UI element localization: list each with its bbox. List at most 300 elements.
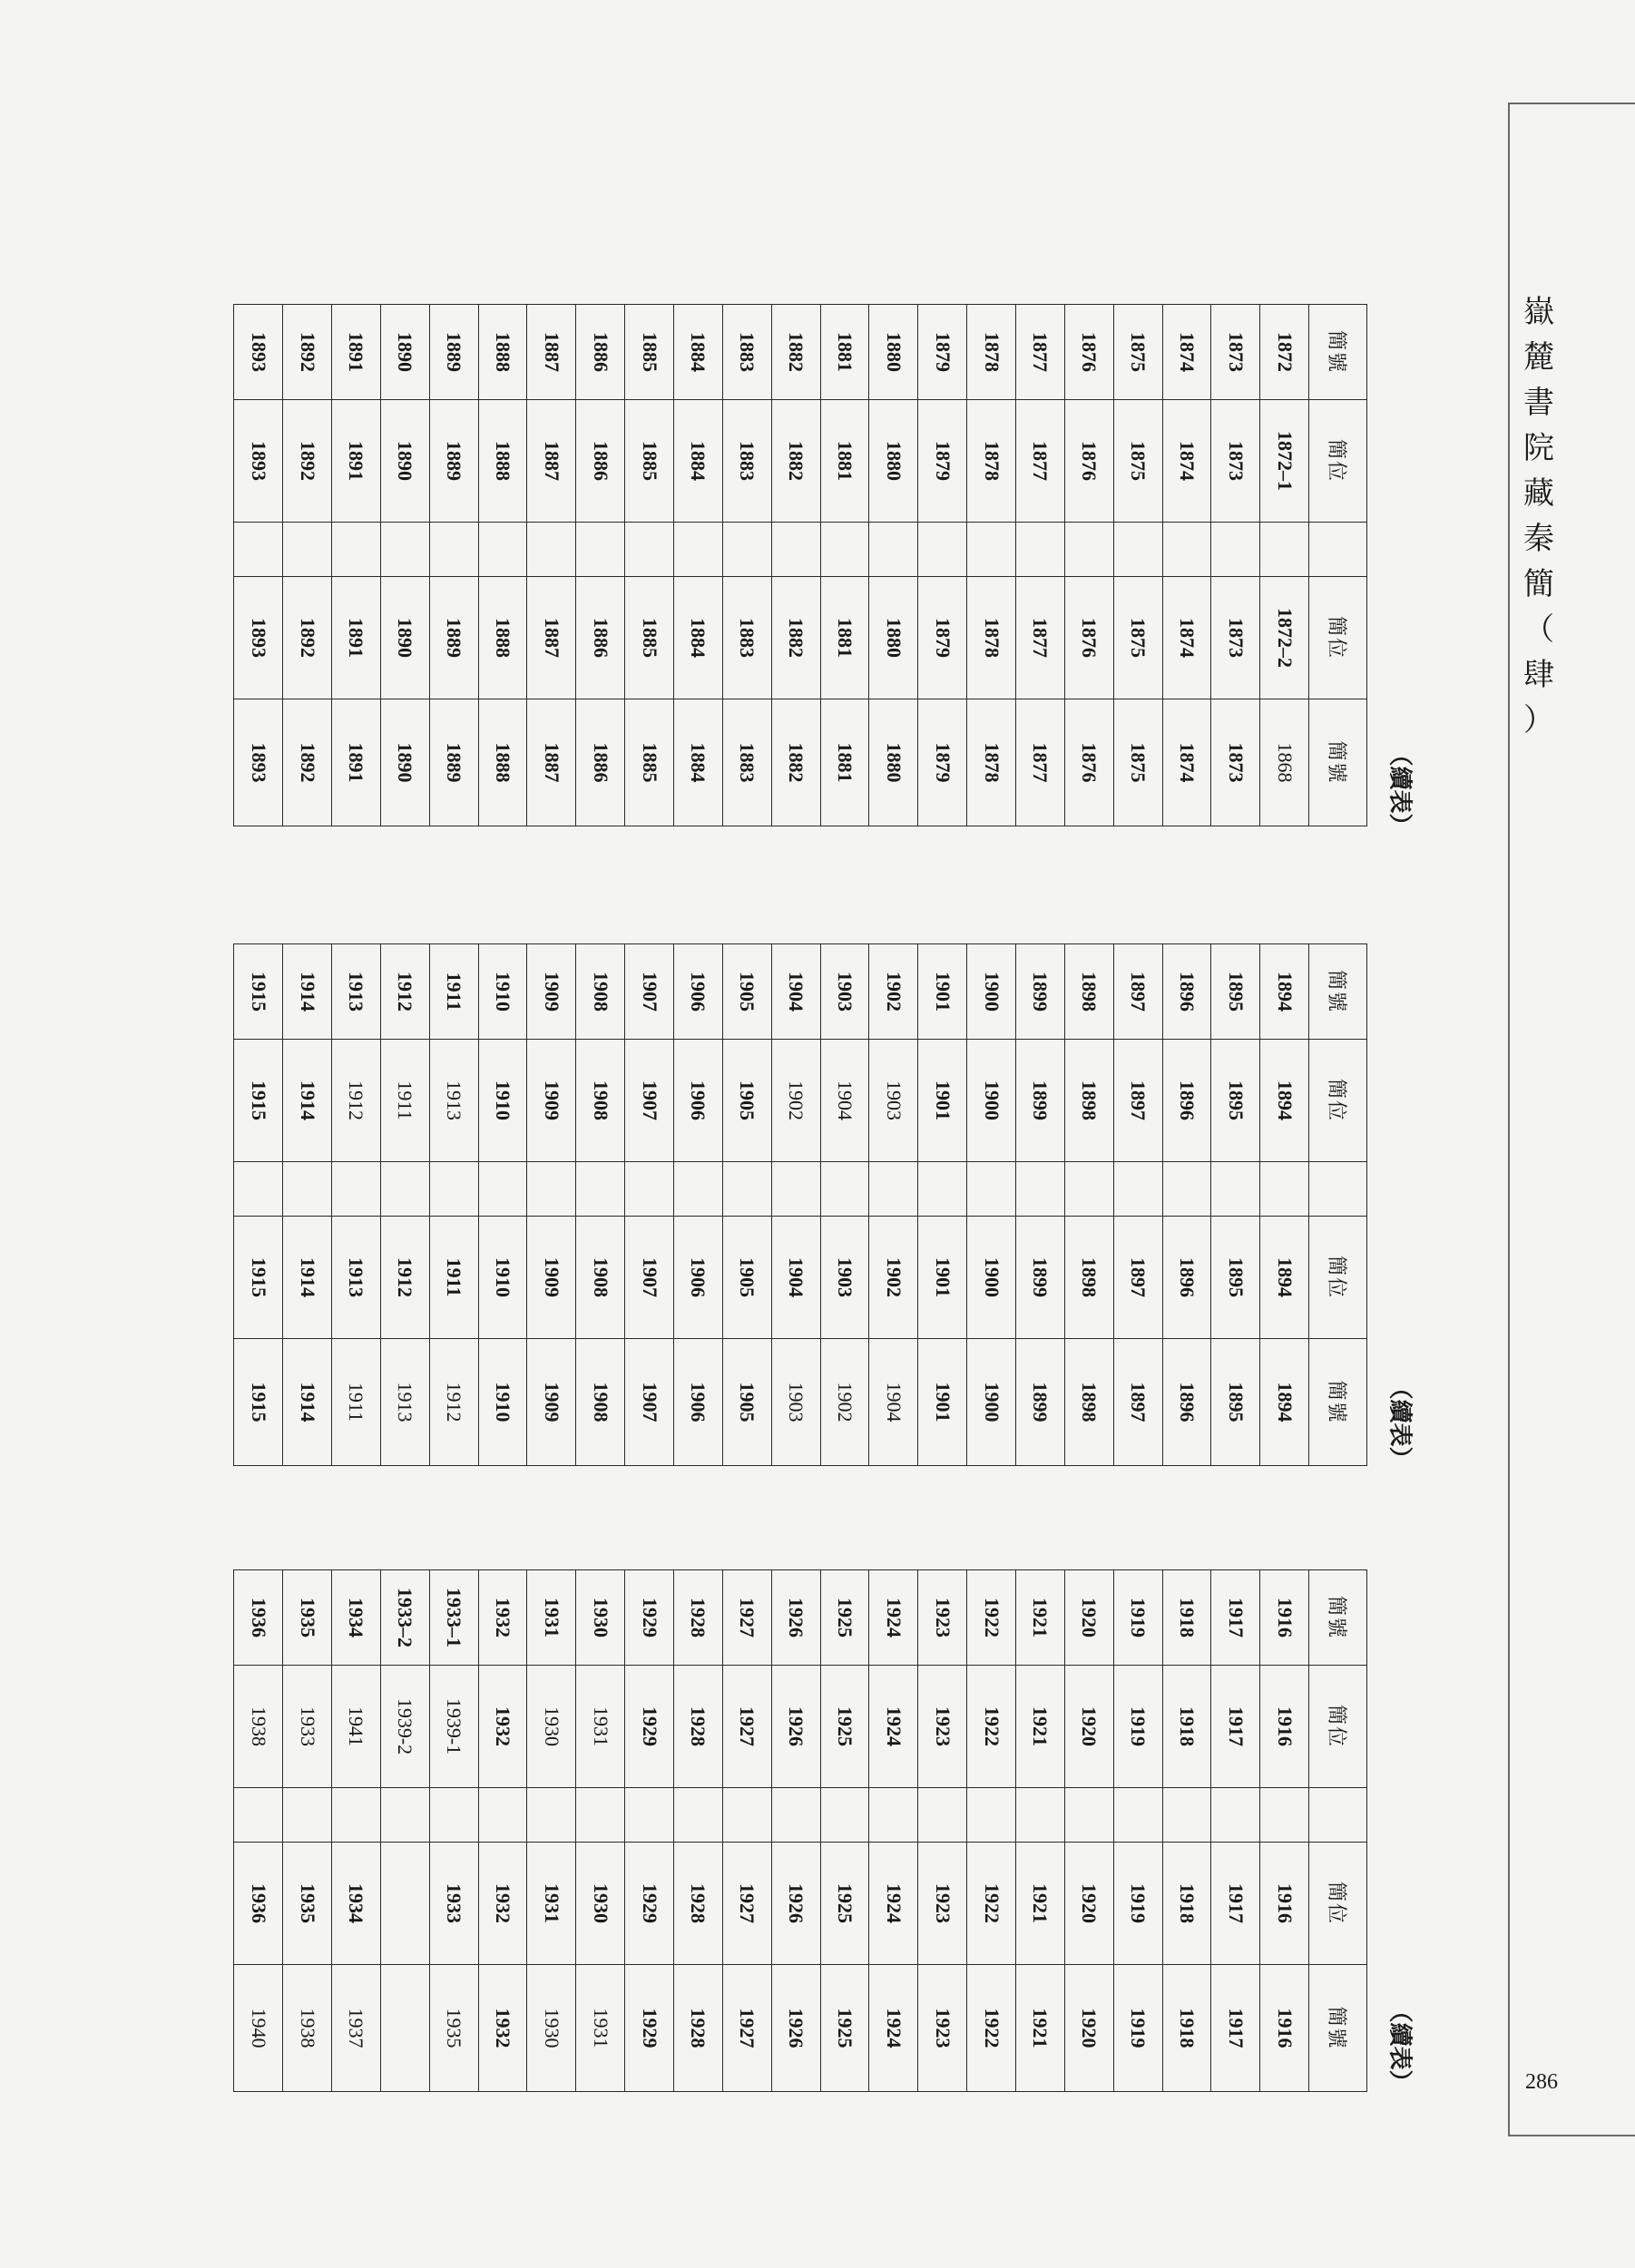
slip-position-cell: 1883 [722,577,771,699]
slip-number-cell: 1922 [967,1570,1016,1666]
slip-number-cell: 1903 [820,944,869,1040]
table-row [429,305,478,826]
slip-number-cell: 1901 [918,944,967,1040]
slip-position-cell: 1882 [771,577,820,699]
margin-frame-bottom [1508,2135,1635,2136]
table-row [1016,305,1065,826]
slip-position-cell: 1892 [283,577,332,699]
continuation-label: （續表） [1386,1374,1414,1471]
gap-cell [918,1788,967,1843]
slip-number-cell: 1902 [820,1339,869,1466]
slip-number-cell: 1918 [1162,1570,1211,1666]
gap-cell [625,1788,674,1843]
slip-table [233,943,1367,1466]
table-row [234,1570,283,2092]
slip-number-cell: 1879 [918,699,967,826]
slip-position-cell: 1917 [1211,1666,1260,1788]
gap-cell [429,1162,478,1217]
slip-position-cell: 1911 [380,1040,429,1162]
margin-frame-left [1508,103,1510,2136]
slip-position-cell: 1899 [1016,1217,1065,1339]
slip-position-cell: 1933 [429,1843,478,1965]
slip-position-cell: 1926 [771,1666,820,1788]
slip-position-cell: 1933 [283,1666,332,1788]
gap-cell [820,523,869,577]
slip-number-cell: 1888 [478,305,527,400]
gap-cell [1162,1162,1211,1217]
running-title-char: 嶽 [1523,296,1556,329]
table-row [331,944,380,1466]
table-row [1162,944,1211,1466]
slip-position-cell: 1903 [869,1040,918,1162]
slip-position-cell: 1921 [1016,1843,1065,1965]
slip-position-cell: 1884 [673,577,722,699]
slip-number-cell: 1884 [673,305,722,400]
slip-number-cell: 1886 [576,305,625,400]
gap-cell [820,1788,869,1843]
table-row [625,944,674,1466]
slip-position-cell: 1881 [820,577,869,699]
slip-number-cell: 1907 [625,1339,674,1466]
slip-position-cell: 1932 [478,1843,527,1965]
gap-cell [331,1788,380,1843]
slip-position-cell: 1877 [1016,400,1065,523]
table-row [380,944,429,1466]
gap-cell [1260,1788,1309,1843]
slip-number-cell: 1914 [283,944,332,1040]
slip-position-cell: 1941 [331,1666,380,1788]
slip-number-cell: 1912 [429,1339,478,1466]
slip-position-cell: 1917 [1211,1843,1260,1965]
slip-position-cell: 1874 [1162,577,1211,699]
slip-position-cell: 1887 [527,400,576,523]
slip-number-cell: 1911 [331,1339,380,1466]
slip-number-cell: 1922 [967,1965,1016,2092]
gap-cell [1064,1162,1113,1217]
slip-number-cell: 1882 [771,305,820,400]
slip-position-cell: 1920 [1064,1666,1113,1788]
slip-position-cell: 1887 [527,577,576,699]
slip-position-cell: 1936 [234,1843,283,1965]
gap-cell [429,1788,478,1843]
slip-position-cell: 1901 [918,1217,967,1339]
gap-cell [1260,1162,1309,1217]
gap-cell [1113,1788,1162,1843]
table-row [1211,944,1260,1466]
slip-position-cell: 1913 [331,1217,380,1339]
table-row [429,1570,478,2092]
slip-position-cell: 1897 [1113,1040,1162,1162]
gap-cell [1162,523,1211,577]
running-title-char: 肆 [1523,659,1556,692]
table-row [918,1570,967,2092]
slip-number-cell: 1928 [673,1965,722,2092]
column-header: 簡號 [1309,1965,1367,2092]
slip-position-cell: 1914 [283,1217,332,1339]
slip-position-cell: 1882 [771,400,820,523]
slip-position-cell: 1903 [820,1217,869,1339]
table-row [1016,1570,1065,2092]
slip-number-cell: 1898 [1064,944,1113,1040]
slip-position-cell: 1924 [869,1843,918,1965]
slip-number-cell: 1931 [576,1965,625,2092]
slip-number-cell: 1916 [1260,1570,1309,1666]
column-header: 簡位 [1309,1040,1367,1162]
gap-cell [625,523,674,577]
slip-number-cell: 1926 [771,1965,820,2092]
slip-number-cell: 1899 [1016,944,1065,1040]
gap-cell [527,523,576,577]
slip-number-cell: 1877 [1016,699,1065,826]
running-title-char: （ [1523,613,1556,647]
column-header: 簡號 [1309,1570,1367,1666]
slip-position-cell: 1880 [869,577,918,699]
slip-position-cell: 1878 [967,400,1016,523]
slip-position-cell: 1908 [576,1040,625,1162]
slip-number-cell: 1883 [722,699,771,826]
slip-number-cell: 1927 [722,1570,771,1666]
table-row [478,1570,527,2092]
gap-cell [429,523,478,577]
table-row [1064,305,1113,826]
table-row [820,305,869,826]
slip-number-cell: 1896 [1162,1339,1211,1466]
slip-position-cell: 1918 [1162,1666,1211,1788]
slip-position-cell: 1915 [234,1217,283,1339]
slip-position-cell: 1874 [1162,400,1211,523]
slip-position-cell: 1891 [331,577,380,699]
slip-number-cell: 1891 [331,305,380,400]
slip-position-cell: 1934 [331,1843,380,1965]
slip-number-cell: 1940 [234,1965,283,2092]
slip-number-cell: 1895 [1211,1339,1260,1466]
slip-position-cell: 1932 [478,1666,527,1788]
gap-cell [722,1788,771,1843]
gap-cell [576,1162,625,1217]
column-header: 簡號 [1309,699,1367,826]
slip-number-cell: 1925 [820,1965,869,2092]
slip-number-cell: 1881 [820,305,869,400]
gap-cell [722,523,771,577]
table-row [478,305,527,826]
slip-number-cell: 1930 [527,1965,576,2092]
slip-number-cell: 1921 [1016,1570,1065,1666]
slip-number-cell: 1889 [429,699,478,826]
column-header: 簡號 [1309,944,1367,1040]
slip-number-cell: 1901 [918,1339,967,1466]
slip-number-cell: 1904 [869,1339,918,1466]
table-row [331,305,380,826]
slip-position-cell [380,1843,429,1965]
table-row [625,305,674,826]
slip-position-cell: 1909 [527,1040,576,1162]
slip-position-cell: 1894 [1260,1217,1309,1339]
table-row [478,944,527,1466]
table-row [1113,1570,1162,2092]
running-title-char: 書 [1523,386,1556,420]
gap-cell [673,523,722,577]
table-row [869,1570,918,2092]
slip-position-cell: 1891 [331,400,380,523]
slip-position-cell: 1928 [673,1843,722,1965]
slip-number-cell: 1909 [527,1339,576,1466]
gap-cell [478,523,527,577]
slip-number-cell: 1891 [331,699,380,826]
table-row [1260,305,1309,826]
slip-number-cell: 1872 [1260,305,1309,400]
slip-number-cell: 1923 [918,1965,967,2092]
gap-cell [967,523,1016,577]
slip-number-cell: 1881 [820,699,869,826]
slip-number-cell: 1919 [1113,1965,1162,2092]
slip-position-cell: 1896 [1162,1217,1211,1339]
slip-position-cell: 1910 [478,1040,527,1162]
slip-number-cell: 1909 [527,944,576,1040]
table-row [527,944,576,1466]
gap-cell [331,1162,380,1217]
slip-position-cell: 1939-2 [380,1666,429,1788]
slip-position-cell: 1921 [1016,1666,1065,1788]
slip-number-cell: 1876 [1064,699,1113,826]
table-row [1016,944,1065,1466]
slip-position-cell: 1912 [331,1040,380,1162]
slip-position-cell: 1893 [234,400,283,523]
column-header: 簡位 [1309,1666,1367,1788]
table-row [722,944,771,1466]
slip-position-cell: 1918 [1162,1843,1211,1965]
table-row [1064,1570,1113,2092]
table-row [283,1570,332,2092]
data-table [233,304,1367,826]
slip-position-cell: 1890 [380,577,429,699]
slip-position-cell: 1879 [918,400,967,523]
slip-position-cell: 1900 [967,1217,1016,1339]
table-row [1211,305,1260,826]
slip-position-cell: 1872–2 [1260,577,1309,699]
slip-number-cell: 1884 [673,699,722,826]
gap-cell [283,1162,332,1217]
slip-position-cell: 1916 [1260,1666,1309,1788]
running-title-char: 藏 [1523,477,1556,511]
slip-table [233,1569,1367,2092]
gap-cell [722,1162,771,1217]
slip-number-cell: 1894 [1260,944,1309,1040]
slip-number-cell: 1923 [918,1570,967,1666]
gap-cell [1211,1162,1260,1217]
gap-cell [1016,1162,1065,1217]
gap-cell [1309,523,1367,577]
running-title-char: 秦 [1523,523,1556,556]
slip-number-cell: 1893 [234,305,283,400]
running-title [1513,290,1566,744]
slip-position-cell: 1893 [234,577,283,699]
slip-position-cell: 1878 [967,577,1016,699]
slip-number-cell: 1921 [1016,1965,1065,2092]
slip-position-cell: 1889 [429,577,478,699]
gap-cell [380,1162,429,1217]
column-header: 簡位 [1309,577,1367,699]
slip-number-cell: 1932 [478,1570,527,1666]
gap-cell [1260,523,1309,577]
slip-number-cell: 1893 [234,699,283,826]
slip-number-cell: 1889 [429,305,478,400]
slip-number-cell: 1877 [1016,305,1065,400]
column-header: 簡號 [1309,1339,1367,1466]
slip-number-cell: 1878 [967,699,1016,826]
slip-position-cell: 1904 [820,1040,869,1162]
table-header-row [1309,1570,1367,2092]
running-title-char: ） [1523,704,1556,738]
slip-number-cell: 1900 [967,1339,1016,1466]
slip-position-cell: 1910 [478,1217,527,1339]
slip-number-cell: 1905 [722,944,771,1040]
slip-position-cell: 1902 [869,1217,918,1339]
slip-number-cell: 1900 [967,944,1016,1040]
gap-cell [967,1788,1016,1843]
table-row [576,305,625,826]
slip-position-cell: 1925 [820,1843,869,1965]
slip-number-cell: 1932 [478,1965,527,2092]
slip-number-cell: 1910 [478,944,527,1040]
slip-number-cell: 1890 [380,305,429,400]
slip-number-cell: 1896 [1162,944,1211,1040]
slip-number-cell: 1937 [331,1965,380,2092]
gap-cell [869,523,918,577]
gap-cell [478,1788,527,1843]
gap-cell [380,523,429,577]
slip-position-cell: 1923 [918,1843,967,1965]
gap-cell [1162,1788,1211,1843]
slip-number-cell: 1874 [1162,699,1211,826]
gap-cell [1211,1788,1260,1843]
slip-position-cell: 1930 [527,1666,576,1788]
slip-position-cell: 1915 [234,1040,283,1162]
gap-cell [673,1788,722,1843]
gap-cell [1064,523,1113,577]
slip-number-cell: 1919 [1113,1570,1162,1666]
slip-position-cell: 1916 [1260,1843,1309,1965]
table-row [673,305,722,826]
slip-number-cell: 1933–2 [380,1570,429,1666]
slip-position-cell: 1883 [722,400,771,523]
gap-cell [576,523,625,577]
slip-position-cell: 1939-1 [429,1666,478,1788]
slip-position-cell: 1904 [771,1217,820,1339]
slip-position-cell: 1886 [576,400,625,523]
table-row [918,944,967,1466]
table-row [576,1570,625,2092]
slip-number-cell: 1924 [869,1965,918,2092]
slip-position-cell: 1930 [576,1843,625,1965]
table-row [673,944,722,1466]
slip-number-cell: 1928 [673,1570,722,1666]
table-row [576,944,625,1466]
table-row [771,944,820,1466]
table-row [1162,1570,1211,2092]
gap-cell [234,523,283,577]
slip-position-cell: 1905 [722,1040,771,1162]
slip-number-cell: 1874 [1162,305,1211,400]
slip-position-cell: 1894 [1260,1040,1309,1162]
slip-number-cell: 1880 [869,305,918,400]
slip-position-cell: 1905 [722,1217,771,1339]
slip-position-cell: 1914 [283,1040,332,1162]
table-row [869,305,918,826]
slip-position-cell: 1875 [1113,577,1162,699]
column-header: 簡位 [1309,400,1367,523]
slip-position-cell: 1880 [869,400,918,523]
gap-cell [1113,523,1162,577]
table-row [1211,1570,1260,2092]
data-table [233,1569,1367,2091]
slip-number-cell: 1897 [1113,1339,1162,1466]
table-header-row [1309,944,1367,1466]
slip-number-cell: 1895 [1211,944,1260,1040]
slip-position-cell: 1931 [576,1666,625,1788]
table-row [1113,305,1162,826]
slip-position-cell: 1900 [967,1040,1016,1162]
slip-number-cell: 1907 [625,944,674,1040]
table-row [380,305,429,826]
slip-number-cell: 1885 [625,305,674,400]
slip-number-cell: 1910 [478,1339,527,1466]
table-row [967,944,1016,1466]
slip-number-cell: 1908 [576,944,625,1040]
table-row [1260,1570,1309,2092]
slip-number-cell: 1925 [820,1570,869,1666]
slip-position-cell: 1913 [429,1040,478,1162]
slip-position-cell: 1935 [283,1843,332,1965]
slip-number-cell: 1883 [722,305,771,400]
slip-position-cell: 1926 [771,1843,820,1965]
slip-position-cell: 1907 [625,1217,674,1339]
table-row [527,305,576,826]
slip-number-cell: 1924 [869,1570,918,1666]
gap-cell [869,1788,918,1843]
slip-number-cell: 1875 [1113,305,1162,400]
table-row [1260,944,1309,1466]
slip-number-cell: 1920 [1064,1965,1113,2092]
gap-cell [283,1788,332,1843]
slip-number-cell: 1868 [1260,699,1309,826]
slip-number-cell: 1898 [1064,1339,1113,1466]
table-row [234,944,283,1466]
gap-cell [1016,1788,1065,1843]
slip-position-cell: 1922 [967,1843,1016,1965]
table-row [1113,944,1162,1466]
slip-number-cell: 1904 [771,944,820,1040]
table-row [380,1570,429,2092]
gap-cell [625,1162,674,1217]
slip-number-cell: 1931 [527,1570,576,1666]
slip-number-cell: 1926 [771,1570,820,1666]
gap-cell [771,1788,820,1843]
gap-cell [918,1162,967,1217]
slip-position-cell: 1927 [722,1843,771,1965]
slip-position-cell: 1922 [967,1666,1016,1788]
gap-cell [1113,1162,1162,1217]
slip-number-cell: 1930 [576,1570,625,1666]
gap-cell [527,1788,576,1843]
slip-number-cell: 1933–1 [429,1570,478,1666]
table-row [1064,944,1113,1466]
running-title-char: 麓 [1523,341,1556,375]
slip-position-cell: 1912 [380,1217,429,1339]
slip-position-cell: 1906 [673,1040,722,1162]
slip-number-cell: 1905 [722,1339,771,1466]
slip-position-cell: 1907 [625,1040,674,1162]
slip-number-cell: 1934 [331,1570,380,1666]
